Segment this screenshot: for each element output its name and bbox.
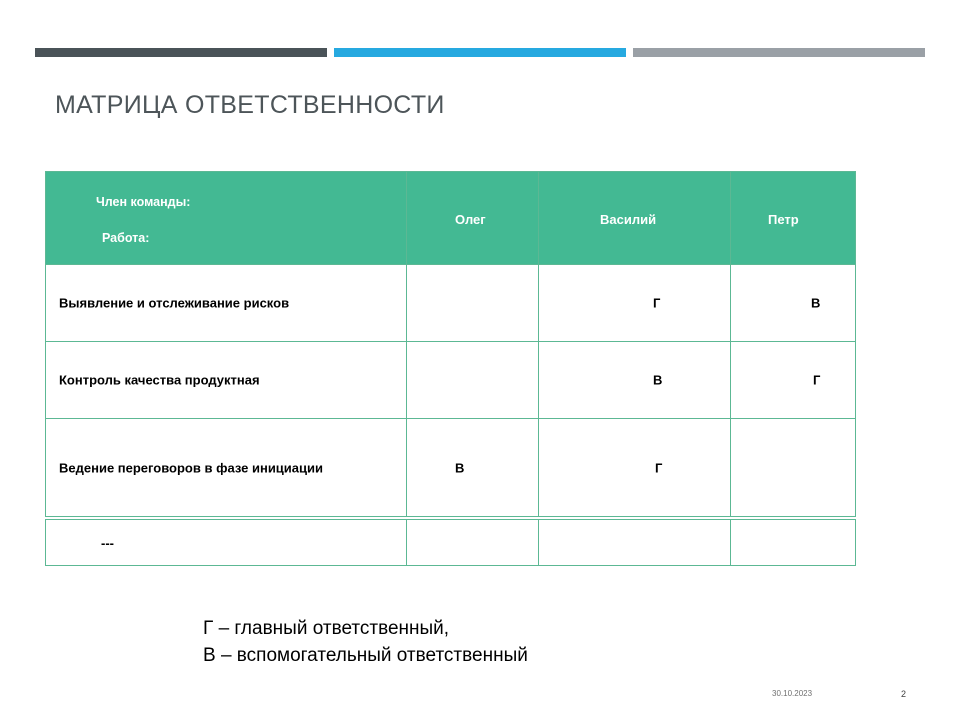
responsibility-matrix — [45, 171, 856, 566]
mark-cell: В — [407, 419, 539, 519]
header-member-label: Член команды: — [96, 195, 191, 209]
footer-date: 30.10.2023 — [772, 689, 813, 698]
mark-cell — [731, 518, 856, 566]
task-cell: --- — [46, 518, 407, 566]
legend — [203, 615, 528, 669]
mark-cell — [407, 342, 539, 419]
page-number: 2 — [901, 689, 907, 699]
accent-bar-gray — [633, 48, 925, 57]
header-member-oleg: Олег — [407, 172, 539, 265]
task-cell: Выявление и отслеживание рисков — [46, 265, 407, 342]
slide-title: МАТРИЦА ОТВЕТСТВЕННОСТИ — [55, 91, 445, 119]
table-row — [46, 265, 856, 342]
table-row — [46, 419, 856, 519]
mark-cell — [407, 265, 539, 342]
header-corner-cell — [46, 172, 407, 265]
mark-cell: Г — [539, 419, 731, 519]
header-member-petr: Петр — [731, 172, 856, 265]
table-row — [46, 518, 856, 566]
legend-main: Г – главный ответственный, — [203, 618, 450, 639]
mark-cell — [731, 419, 856, 519]
task-cell: Контроль качества продуктная — [46, 342, 407, 419]
mark-cell — [407, 518, 539, 566]
legend-auxiliary: В – вспомогательный ответственный — [203, 645, 528, 666]
mark-cell: В — [539, 342, 731, 419]
accent-bar-blue — [334, 48, 626, 57]
header-work-label: Работа: — [102, 231, 150, 245]
mark-cell — [539, 518, 731, 566]
mark-cell: В — [731, 265, 856, 342]
accent-bar-dark — [35, 48, 327, 57]
header-member-vasily: Василий — [539, 172, 731, 265]
mark-cell: Г — [731, 342, 856, 419]
task-cell: Ведение переговоров в фазе инициации — [46, 419, 407, 519]
table-row — [46, 342, 856, 419]
mark-cell: Г — [539, 265, 731, 342]
